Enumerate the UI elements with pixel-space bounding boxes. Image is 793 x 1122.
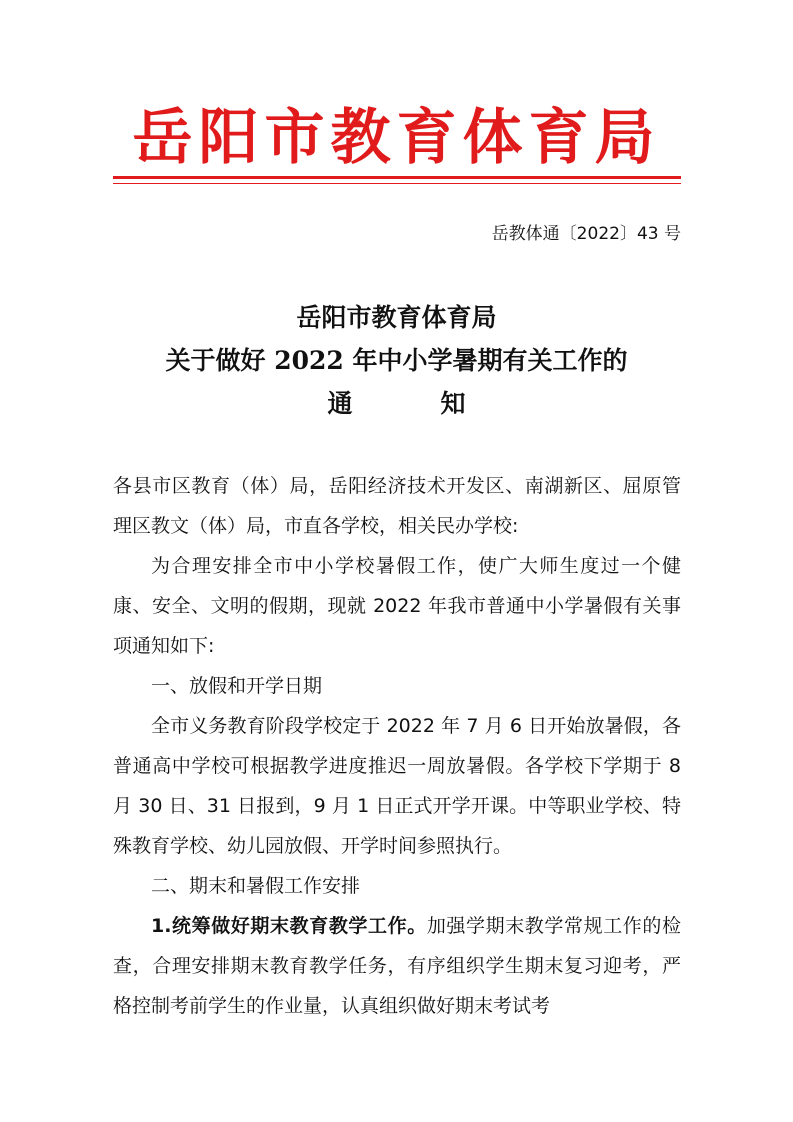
section-2-item-1-text: 加强学期末教学常规工作的检查，合理安排期末教育教学任务，有序组织学生期末复习迎考，严格控制考前学生的作业量，认真组织做好期末考试考 [113, 915, 681, 1017]
document-title-word-2: 知 [440, 389, 466, 418]
document-title-line-1: 岳阳市教育体育局 [296, 303, 497, 332]
letterhead-title: 岳阳市教育体育局 [132, 103, 661, 173]
section-1-paragraph: 全市义务教育阶段学校定于 2022 年 7 月 6 日开始放暑假，各普通高中学校可根据教学进度推迟一周放暑假。各学校下学期于 8 月 30 日、31 日报到，9 月 1 日正式开学开课。中等职业学校、特殊教育学校、幼儿园放假、开学时间参照执行。 [113, 715, 681, 857]
section-1-heading: 一、放假和开学日期 [151, 675, 323, 697]
document-body [113, 466, 681, 1026]
salutation: 各县市区教育（体）局，岳阳经济技术开发区、南湖新区、屈原管理区教文（体）局，市直各学校，相关民办学校: [113, 475, 681, 537]
document-title-line-2: 关于做好 2022 年中小学暑期有关工作的 [165, 346, 628, 375]
section-2-item-1-title: 1.统筹做好期末教育教学工作。 [151, 915, 427, 937]
document-title-word-1: 通 [327, 389, 353, 418]
letterhead-divider-thick [113, 176, 681, 179]
section-2-item-1 [113, 906, 681, 1026]
section-2-heading: 二、期末和暑假工作安排 [151, 875, 361, 897]
letterhead-divider-thin [113, 183, 681, 184]
document-title-line-3 [0, 384, 793, 424]
document-number: 岳教体通〔2022〕43 号 [491, 224, 681, 244]
intro-paragraph: 为合理安排全市中小学校暑假工作，使广大师生度过一个健康、安全、文明的假期，现就 2022 年我市普通中小学暑假有关事项通知如下: [113, 555, 681, 657]
